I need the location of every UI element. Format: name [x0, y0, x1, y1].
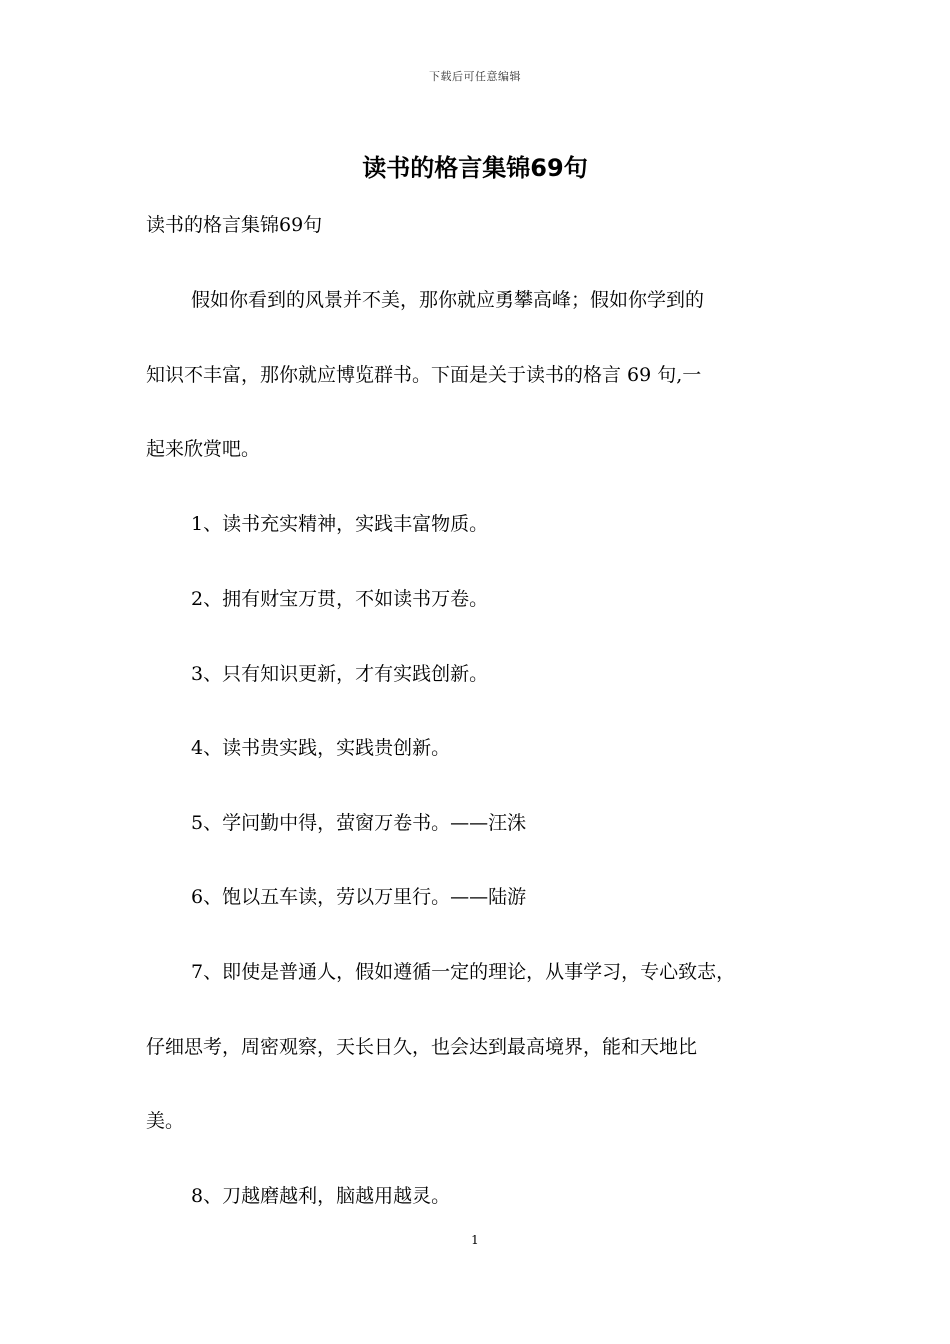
intro-line-1: 假如你看到的风景并不美，那你就应勇攀高峰；假如你学到的: [191, 289, 705, 311]
list-item: 3、只有知识更新，才有实践创新。: [191, 663, 489, 685]
header-note: 下载后可任意编辑: [429, 70, 521, 83]
list-item: 2、拥有财宝万贯，不如读书万卷。: [191, 588, 489, 610]
document-title: 读书的格言集锦69句: [362, 154, 588, 182]
list-item: 1、读书充实精神，实践丰富物质。: [191, 513, 489, 535]
list-item: 5、学问勤中得，萤窗万卷书。——汪洙: [191, 812, 527, 834]
item7-line-3: 美。: [146, 1110, 185, 1132]
item7-line-2: 仔细思考，周密观察，天长日久，也会达到最高境界，能和天地比: [146, 1036, 698, 1058]
item7-line-1: 7、即使是普通人，假如遵循一定的理论，从事学习，专心致志，: [191, 961, 736, 983]
intro-line-3: 起来欣赏吧。: [146, 438, 261, 460]
page-number: 1: [471, 1233, 479, 1247]
list-item: 4、读书贵实践，实践贵创新。: [191, 737, 451, 759]
list-item: 8、刀越磨越利，脑越用越灵。: [191, 1185, 451, 1207]
intro-line-2: 知识不丰富，那你就应博览群书。下面是关于读书的格言 69 句,一: [146, 364, 702, 386]
document-subtitle: 读书的格言集锦69句: [146, 214, 323, 236]
list-item: 6、饱以五车读，劳以万里行。——陆游: [191, 886, 527, 908]
